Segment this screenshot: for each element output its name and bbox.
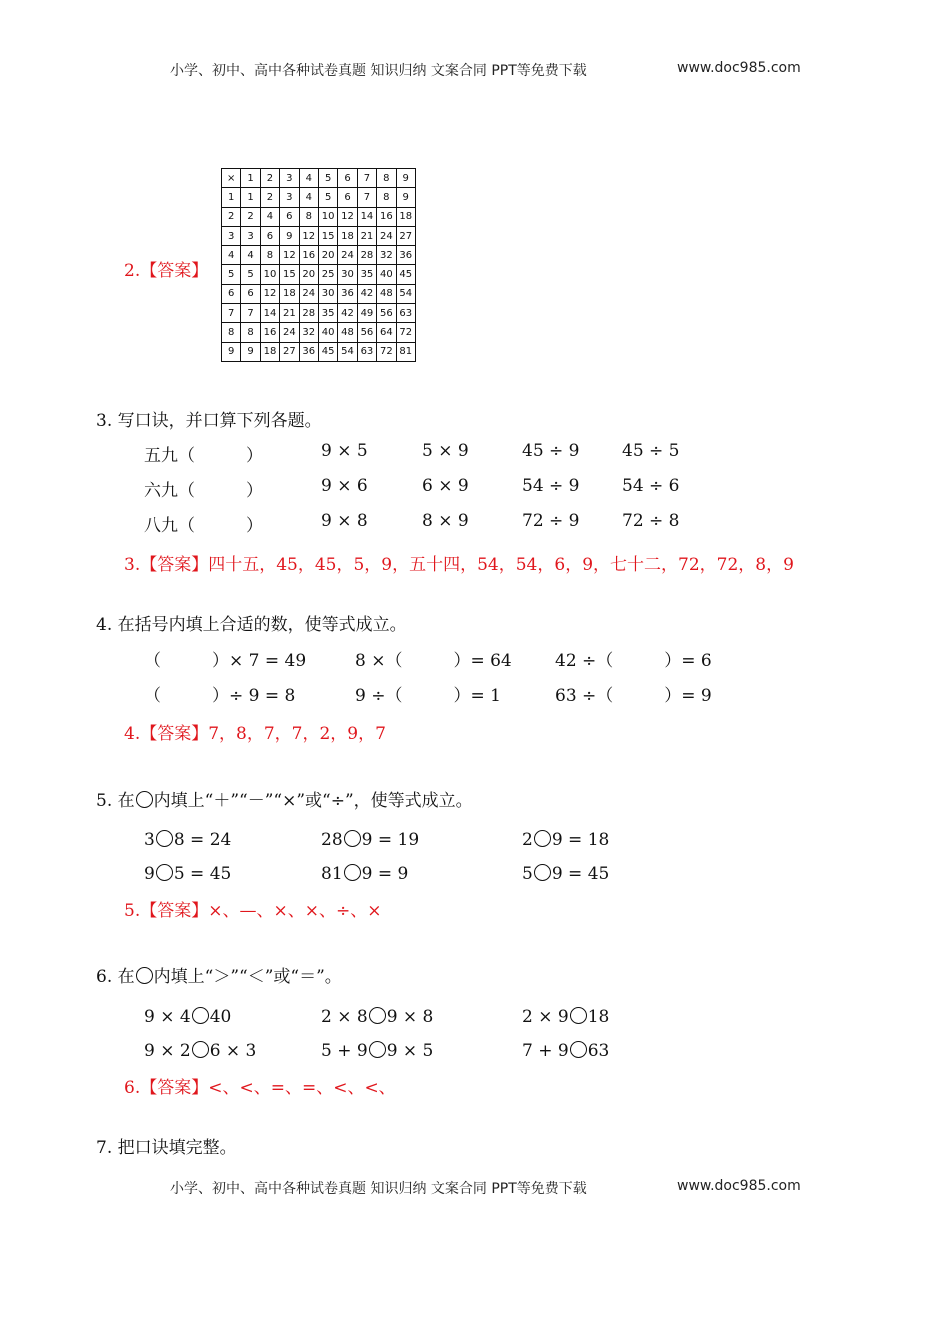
- q4-r1-c3: 42 ÷（ ）= 6: [555, 651, 712, 671]
- multiplication-table: [221, 168, 416, 362]
- q3-row2-c2: 6 × 9: [422, 476, 469, 496]
- table-cell: 18: [260, 342, 279, 361]
- table-cell: 45: [396, 265, 415, 284]
- table-cell: 6: [338, 169, 357, 188]
- q5-title-pre: 5. 在: [96, 791, 135, 811]
- blank-circle-icon[interactable]: [369, 1041, 386, 1058]
- table-cell: 7: [222, 304, 241, 323]
- q3-row2-c4: 54 ÷ 6: [622, 476, 680, 496]
- q5-item-5: [321, 864, 408, 884]
- q2-answer-label: 2.【答案】: [124, 261, 209, 281]
- table-cell: 21: [357, 226, 376, 245]
- table-cell: 5: [318, 169, 337, 188]
- q3-row3-c2: 8 × 9: [422, 511, 469, 531]
- table-cell: 4: [222, 246, 241, 265]
- table-cell: 9: [222, 342, 241, 361]
- table-cell: 24: [377, 226, 396, 245]
- q3-row1-c2: 5 × 9: [422, 441, 469, 461]
- q4-title: 4. 在括号内填上合适的数，使等式成立。: [96, 615, 407, 635]
- table-cell: 9: [241, 342, 260, 361]
- q5-item-6: [522, 864, 609, 884]
- footer-text: 小学、初中、高中各种试卷真题 知识归纳 文案合同 PPT等免费下载: [170, 1181, 587, 1197]
- q3-row1-c3: 45 ÷ 9: [522, 441, 580, 461]
- table-cell: 72: [377, 342, 396, 361]
- table-row: [222, 342, 416, 361]
- table-cell: 20: [318, 246, 337, 265]
- table-row: [222, 226, 416, 245]
- table-cell: 6: [338, 188, 357, 207]
- table-cell: 12: [280, 246, 299, 265]
- table-cell: 63: [357, 342, 376, 361]
- q5-item-2-left: 28: [321, 830, 343, 850]
- table-row: [222, 284, 416, 303]
- table-cell: 56: [357, 323, 376, 342]
- blank-circle-icon[interactable]: [344, 830, 361, 847]
- table-cell: 9: [396, 188, 415, 207]
- q3-answer: 3.【答案】四十五，45，45，5，9，五十四，54，54，6，9，七十二，72，72，8，9: [124, 555, 794, 575]
- table-cell: 36: [396, 246, 415, 265]
- table-cell: 49: [357, 304, 376, 323]
- table-cell: 16: [377, 207, 396, 226]
- table-cell: 3: [280, 169, 299, 188]
- blank-circle-icon[interactable]: [570, 1041, 587, 1058]
- q5-item-5-right: 9 = 9: [361, 864, 409, 884]
- table-cell: 14: [260, 304, 279, 323]
- table-cell: 5: [222, 265, 241, 284]
- table-cell: 56: [377, 304, 396, 323]
- q6-item-5: [321, 1041, 433, 1061]
- table-cell: 4: [260, 207, 279, 226]
- table-cell: 27: [396, 226, 415, 245]
- q6-item-3-right: 18: [587, 1007, 610, 1027]
- table-cell: 35: [357, 265, 376, 284]
- table-cell: 15: [280, 265, 299, 284]
- table-cell: 24: [299, 284, 318, 303]
- table-row: [222, 169, 416, 188]
- q6-item-4-right: 6 × 3: [209, 1041, 257, 1061]
- table-cell: 36: [299, 342, 318, 361]
- table-cell: 8: [377, 169, 396, 188]
- table-cell: 2: [260, 188, 279, 207]
- q3-row2-label: 六九（ ）: [144, 481, 263, 501]
- q4-r1-c1: （ ）× 7 = 49: [144, 651, 307, 671]
- q5-item-6-right: 9 = 45: [551, 864, 610, 884]
- q3-row2-c1: 9 × 6: [321, 476, 368, 496]
- blank-circle-icon[interactable]: [369, 1007, 386, 1024]
- table-cell: 12: [260, 284, 279, 303]
- q5-item-3-left: 2: [522, 830, 533, 850]
- table-cell: 6: [241, 284, 260, 303]
- q6-answer: 6.【答案】<、<、=、=、<、<、: [124, 1078, 396, 1098]
- table-cell: 4: [299, 188, 318, 207]
- table-cell: 32: [299, 323, 318, 342]
- q3-title: 3. 写口诀，并口算下列各题。: [96, 411, 322, 431]
- q5-item-1: [144, 830, 231, 850]
- q6-item-6: [522, 1041, 609, 1061]
- circle-icon: [136, 967, 153, 984]
- table-cell: 8: [260, 246, 279, 265]
- table-cell: 72: [396, 323, 415, 342]
- table-cell: 24: [280, 323, 299, 342]
- table-cell: 30: [338, 265, 357, 284]
- table-cell: 8: [377, 188, 396, 207]
- q3-row2-c3: 54 ÷ 9: [522, 476, 580, 496]
- footer-url: www.doc985.com: [677, 1178, 801, 1194]
- table-cell: 8: [222, 323, 241, 342]
- q3-row3-c3: 72 ÷ 9: [522, 511, 580, 531]
- table-cell: 6: [260, 226, 279, 245]
- q6-item-3: [522, 1007, 609, 1027]
- table-cell: 8: [299, 207, 318, 226]
- q4-r2-c3: 63 ÷（ ）= 9: [555, 686, 712, 706]
- table-cell: 48: [377, 284, 396, 303]
- table-cell: 2: [222, 207, 241, 226]
- table-cell: 1: [241, 188, 260, 207]
- table-cell: 27: [280, 342, 299, 361]
- table-cell: 21: [280, 304, 299, 323]
- table-cell: 14: [357, 207, 376, 226]
- table-cell: 45: [318, 342, 337, 361]
- q6-title-pre: 6. 在: [96, 967, 135, 987]
- table-cell: 40: [318, 323, 337, 342]
- table-row: [222, 304, 416, 323]
- table-cell: 10: [318, 207, 337, 226]
- q3-row3-c1: 9 × 8: [321, 511, 368, 531]
- table-cell: 2: [260, 169, 279, 188]
- table-cell: 35: [318, 304, 337, 323]
- table-cell: 3: [222, 226, 241, 245]
- q5-item-1-right: 8 = 24: [173, 830, 232, 850]
- table-cell: 20: [299, 265, 318, 284]
- q6-title-post: 内填上“＞”“＜”或“＝”。: [153, 967, 342, 987]
- q6-item-4-left: 9 × 2: [144, 1041, 191, 1061]
- q5-title-post: 内填上“＋”“－”“×”或“÷”，使等式成立。: [153, 791, 473, 811]
- table-cell: 5: [241, 265, 260, 284]
- q6-item-6-right: 63: [587, 1041, 610, 1061]
- q4-r2-c1: （ ）÷ 9 = 8: [144, 686, 296, 706]
- table-cell: 1: [222, 188, 241, 207]
- q5-item-4-right: 5 = 45: [173, 864, 232, 884]
- table-row: [222, 246, 416, 265]
- q3-row3-c4: 72 ÷ 8: [622, 511, 680, 531]
- table-cell: 48: [338, 323, 357, 342]
- q4-r1-c2: 8 ×（ ）= 64: [355, 651, 512, 671]
- q7-title: 7. 把口诀填完整。: [96, 1138, 237, 1158]
- blank-circle-icon[interactable]: [156, 830, 173, 847]
- q5-answer: 5.【答案】×、—、×、×、÷、×: [124, 901, 382, 921]
- table-cell: 8: [241, 323, 260, 342]
- q6-item-1-left: 9 × 4: [144, 1007, 191, 1027]
- q5-item-4-left: 9: [144, 864, 155, 884]
- q5-item-2-right: 9 = 19: [361, 830, 420, 850]
- q6-item-5-left: 5 + 9: [321, 1041, 368, 1061]
- table-cell: 3: [280, 188, 299, 207]
- table-cell: 3: [241, 226, 260, 245]
- table-cell: 54: [338, 342, 357, 361]
- table-cell: 42: [357, 284, 376, 303]
- table-cell: 42: [338, 304, 357, 323]
- q6-item-6-left: 7 + 9: [522, 1041, 569, 1061]
- blank-circle-icon[interactable]: [534, 864, 551, 881]
- q6-item-1-right: 40: [209, 1007, 232, 1027]
- table-cell: 9: [396, 169, 415, 188]
- q6-item-4: [144, 1041, 256, 1061]
- blank-circle-icon[interactable]: [156, 864, 173, 881]
- table-cell: 28: [357, 246, 376, 265]
- table-cell: 16: [299, 246, 318, 265]
- q4-answer: 4.【答案】7，8，7，7，2，9，7: [124, 724, 386, 744]
- table-cell: 7: [241, 304, 260, 323]
- table-cell: 30: [318, 284, 337, 303]
- table-cell: 24: [338, 246, 357, 265]
- table-cell: 2: [241, 207, 260, 226]
- q3-row1-label: 五九（ ）: [144, 446, 263, 466]
- header-text: 小学、初中、高中各种试卷真题 知识归纳 文案合同 PPT等免费下载: [170, 63, 587, 79]
- q3-row3-label: 八九（ ）: [144, 516, 263, 536]
- blank-circle-icon[interactable]: [344, 864, 361, 881]
- table-cell: 28: [299, 304, 318, 323]
- q6-item-2-right: 9 × 8: [386, 1007, 434, 1027]
- table-cell: 64: [377, 323, 396, 342]
- table-row: [222, 323, 416, 342]
- table-cell: 81: [396, 342, 415, 361]
- table-row: [222, 265, 416, 284]
- table-row: [222, 207, 416, 226]
- q6-item-1: [144, 1007, 231, 1027]
- q5-item-2: [321, 830, 419, 850]
- q5-item-4: [144, 864, 231, 884]
- table-cell: 18: [338, 226, 357, 245]
- table-cell: 1: [241, 169, 260, 188]
- table-cell: 16: [260, 323, 279, 342]
- blank-circle-icon[interactable]: [570, 1007, 587, 1024]
- table-cell: 9: [280, 226, 299, 245]
- table-cell: 36: [338, 284, 357, 303]
- table-cell: 32: [377, 246, 396, 265]
- table-cell: 4: [241, 246, 260, 265]
- q5-item-1-left: 3: [144, 830, 155, 850]
- q5-item-3-right: 9 = 18: [551, 830, 610, 850]
- table-cell: 12: [299, 226, 318, 245]
- q6-item-2-left: 2 × 8: [321, 1007, 368, 1027]
- table-cell: 7: [357, 188, 376, 207]
- table-cell: 6: [222, 284, 241, 303]
- q5-item-6-left: 5: [522, 864, 533, 884]
- q6-item-3-left: 2 × 9: [522, 1007, 569, 1027]
- table-cell: 15: [318, 226, 337, 245]
- header-url: www.doc985.com: [677, 60, 801, 76]
- table-cell: 18: [280, 284, 299, 303]
- table-cell: 12: [338, 207, 357, 226]
- blank-circle-icon[interactable]: [192, 1007, 209, 1024]
- table-cell: 18: [396, 207, 415, 226]
- q6-item-2: [321, 1007, 433, 1027]
- table-cell: 4: [299, 169, 318, 188]
- q6-item-5-right: 9 × 5: [386, 1041, 434, 1061]
- q4-r2-c2: 9 ÷（ ）= 1: [355, 686, 501, 706]
- table-cell: 54: [396, 284, 415, 303]
- table-cell: 6: [280, 207, 299, 226]
- q5-item-5-left: 81: [321, 864, 343, 884]
- q6-title: [96, 962, 342, 987]
- q3-row1-c1: 9 × 5: [321, 441, 368, 461]
- q3-row1-c4: 45 ÷ 5: [622, 441, 680, 461]
- circle-icon: [136, 791, 153, 808]
- blank-circle-icon[interactable]: [192, 1041, 209, 1058]
- table-cell: 63: [396, 304, 415, 323]
- table-cell: 10: [260, 265, 279, 284]
- table-cell: 40: [377, 265, 396, 284]
- table-cell: 5: [318, 188, 337, 207]
- q5-item-3: [522, 830, 609, 850]
- table-cell: 7: [357, 169, 376, 188]
- q5-title: [96, 786, 473, 811]
- blank-circle-icon[interactable]: [534, 830, 551, 847]
- table-cell: 25: [318, 265, 337, 284]
- table-row: [222, 188, 416, 207]
- table-cell: ×: [222, 169, 241, 188]
